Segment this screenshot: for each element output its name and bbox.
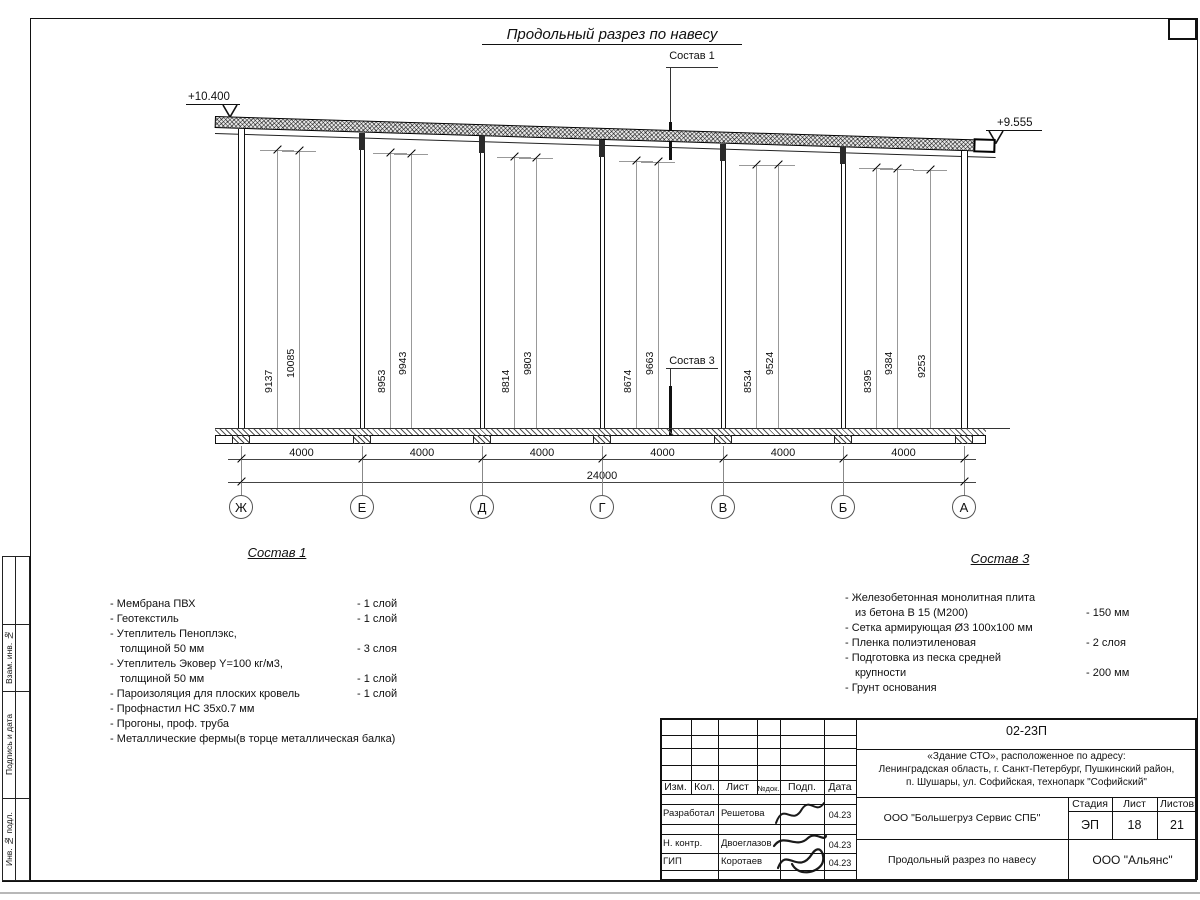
column xyxy=(721,161,726,428)
material-item: - Подготовка из песка средней xyxy=(845,652,1001,664)
vertical-dimension: 10085 xyxy=(285,348,297,378)
material-item: - Грунт основания xyxy=(845,682,937,694)
side-stamp-label: Взам. инв. № xyxy=(4,630,14,685)
titleblock-header-list: Лист xyxy=(726,781,749,793)
titleblock-line xyxy=(660,834,856,835)
vertical-dim-line xyxy=(411,154,412,428)
role-name: Двоеглазов xyxy=(721,838,772,849)
material-quantity: - 1 слой xyxy=(357,613,398,625)
titleblock-line xyxy=(660,735,856,736)
side-stamp xyxy=(2,556,30,881)
column-bracket xyxy=(359,133,365,150)
material-item: - Прогоны, проф. труба xyxy=(110,718,230,730)
material-item: толщиной 50 мм xyxy=(120,643,205,655)
roof-edge-beam xyxy=(973,138,995,153)
footing xyxy=(353,435,371,444)
vertical-dimension: 8953 xyxy=(376,369,388,393)
footing xyxy=(232,435,250,444)
material-item: крупности xyxy=(855,667,907,679)
vertical-dimension: 8395 xyxy=(862,369,874,393)
material-item: толщиной 50 мм xyxy=(120,673,205,685)
signature xyxy=(768,830,830,880)
vertical-dimension: 9253 xyxy=(916,354,928,378)
sheets-label: Листов xyxy=(1159,798,1195,810)
format-corner-box xyxy=(1168,18,1197,40)
footing xyxy=(593,435,611,444)
titleblock-header-ndok: №док. xyxy=(757,784,780,793)
axis-extension-line xyxy=(964,446,965,496)
vertical-dimension: 8814 xyxy=(500,369,512,393)
elevation-right: +9.555 xyxy=(997,117,1033,129)
sheets-value: 21 xyxy=(1170,818,1184,832)
axis-bubble: Б xyxy=(831,495,855,519)
column-bracket xyxy=(840,147,846,164)
sheet-value: 18 xyxy=(1127,818,1142,832)
titleblock-project-line: «Здание СТО», расположенное по адресу: xyxy=(927,751,1126,762)
axis-bubble: Г xyxy=(590,495,614,519)
sheet-label: Лист xyxy=(1123,798,1146,810)
sostav1-heading: Состав 1 xyxy=(247,545,307,560)
material-quantity: - 200 мм xyxy=(1086,667,1130,679)
bay-dimension: 4000 xyxy=(891,447,916,459)
vertical-dim-line xyxy=(930,170,931,428)
axis-extension-line xyxy=(723,446,724,496)
titleblock-line xyxy=(824,718,825,882)
vertical-dim-line xyxy=(876,168,877,428)
material-item: - Железобетонная монолитная плита xyxy=(845,592,1036,604)
titleblock-line xyxy=(660,824,856,825)
titleblock-line xyxy=(780,718,781,882)
titleblock-line xyxy=(718,718,719,882)
axis-extension-line xyxy=(602,446,603,496)
bay-dimension: 4000 xyxy=(770,447,796,459)
side-stamp-label: Инв. № подл. xyxy=(4,812,14,866)
titleblock-line xyxy=(660,765,856,766)
titleblock-line xyxy=(691,718,692,794)
titleblock-header-podp: Подп. xyxy=(788,781,816,793)
titleblock-line xyxy=(660,748,856,749)
side-stamp-divider xyxy=(15,557,16,880)
titleblock-line xyxy=(856,839,1197,840)
column xyxy=(238,129,245,428)
total-dimension: 24000 xyxy=(586,470,618,482)
material-item: - Металлические фермы(в торце металлическая балка) xyxy=(110,733,396,745)
material-item: - Мембрана ПВХ xyxy=(110,598,196,610)
role-label: ГИП xyxy=(663,856,682,867)
titleblock-line xyxy=(660,804,856,805)
titleblock-line xyxy=(660,780,856,781)
vertical-dimension: 9524 xyxy=(764,351,776,375)
axis-bubble: Д xyxy=(470,495,494,519)
titleblock-line xyxy=(856,797,1197,798)
footing xyxy=(473,435,491,444)
callout-sostav3-leader xyxy=(666,368,718,369)
vertical-dim-line xyxy=(514,157,515,428)
roof-slab xyxy=(215,116,996,152)
bay-dimension: 4000 xyxy=(650,447,675,459)
bay-dimension: 4000 xyxy=(529,447,555,459)
axis-extension-line xyxy=(482,446,483,496)
drawing-title: Продольный разрез по навесу xyxy=(482,26,742,45)
vertical-dimension: 9803 xyxy=(522,351,534,375)
role-label: Разработал xyxy=(663,808,715,819)
role-date: 04.23 xyxy=(828,858,852,868)
titleblock-company: ООО "Большегруз Сервис СПБ" xyxy=(883,812,1041,824)
vertical-dim-line xyxy=(277,150,278,428)
paper-edge xyxy=(0,892,1200,894)
vertical-dim-line xyxy=(536,158,537,428)
titleblock-header-kol: Кол. xyxy=(694,781,715,793)
vertical-dim-line xyxy=(778,165,779,428)
side-stamp-label: Подпись и дата xyxy=(4,713,14,776)
material-quantity: - 1 слой xyxy=(357,598,398,610)
titleblock-line xyxy=(660,870,856,871)
column-bracket xyxy=(599,140,605,157)
axis-extension-line xyxy=(843,446,844,496)
role-name: Коротаев xyxy=(721,856,763,867)
titleblock-project-line: Ленинградская область, г. Санкт-Петербург, Пушкинский район, xyxy=(878,764,1175,775)
axis-bubble: А xyxy=(952,495,976,519)
material-item: - Профнастил НС 35х0.7 мм xyxy=(110,703,255,715)
material-item: - Пленка полиэтиленовая xyxy=(845,637,976,649)
material-quantity: - 1 слой xyxy=(357,673,398,685)
footing xyxy=(955,435,973,444)
column xyxy=(841,164,846,428)
stage-value: ЭП xyxy=(1081,818,1099,832)
titleblock-line xyxy=(660,853,856,854)
role-label: Н. контр. xyxy=(663,838,703,849)
axis-extension-line xyxy=(362,446,363,496)
titleblock-line xyxy=(660,794,856,795)
column xyxy=(600,157,605,428)
material-item: - Пароизоляция для плоских кровель xyxy=(110,688,300,700)
titleblock-org: ООО "Альянс" xyxy=(1092,852,1173,867)
vertical-dimension: 8674 xyxy=(622,369,634,393)
vertical-dim-line xyxy=(756,165,757,428)
column xyxy=(961,151,968,428)
titleblock-header-data: Дата xyxy=(828,781,852,793)
callout-sostav1-leader xyxy=(670,67,671,124)
vertical-dimension: 9384 xyxy=(883,351,895,375)
bay-dimension: 4000 xyxy=(289,447,314,459)
vertical-dimension: 8534 xyxy=(742,369,754,393)
vertical-dim-line xyxy=(636,161,637,428)
material-item: из бетона В 15 (М200) xyxy=(855,607,968,619)
titleblock-line xyxy=(856,749,1197,750)
column-bracket xyxy=(479,136,485,153)
axis-bubble: В xyxy=(711,495,735,519)
callout-sostav1-leader xyxy=(666,67,718,68)
material-item: - Сетка армирующая Ø3 100х100 мм xyxy=(845,622,1033,634)
slab-edge-line xyxy=(986,428,1010,429)
material-quantity: - 3 слоя xyxy=(357,643,398,655)
bay-dimension: 4000 xyxy=(409,447,435,459)
callout-sostav1-label: Состав 1 xyxy=(669,50,715,62)
frame-top xyxy=(30,18,1198,19)
material-quantity: - 150 мм xyxy=(1086,607,1130,619)
axis-extension-line xyxy=(241,446,242,496)
elevation-left: +10.400 xyxy=(188,91,230,103)
role-name: Решетова xyxy=(721,808,765,819)
column xyxy=(480,153,485,428)
vertical-dim-line xyxy=(299,151,300,428)
titleblock-line xyxy=(1112,797,1113,839)
titleblock-sheet-title: Продольный разрез по навесу xyxy=(888,853,1036,866)
vertical-dimension: 9663 xyxy=(644,351,656,375)
callout-sostav3-leader xyxy=(670,368,671,388)
column-bracket xyxy=(720,144,726,161)
vertical-dim-line xyxy=(390,153,391,428)
titleblock-line xyxy=(757,718,758,794)
vertical-dimension: 9137 xyxy=(263,369,275,393)
vertical-dimension: 9943 xyxy=(397,351,409,375)
titleblock-header-izm: Изм. xyxy=(664,781,687,793)
callout-sostav3-label: Состав 3 xyxy=(669,355,715,367)
vertical-dim-line xyxy=(658,162,659,428)
role-date: 04.23 xyxy=(828,840,852,850)
titleblock-line xyxy=(1157,797,1158,839)
titleblock-doc-number: 02-23П xyxy=(1006,724,1047,738)
vertical-dim-line xyxy=(897,169,898,428)
role-date: 04.23 xyxy=(828,810,852,820)
footing xyxy=(714,435,732,444)
material-item: - Геотекстиль xyxy=(110,613,179,625)
titleblock-project-line: п. Шушары, ул. Софийская, технопарк "Софийский" xyxy=(906,777,1147,788)
material-quantity: - 1 слой xyxy=(357,688,398,700)
footing xyxy=(834,435,852,444)
material-item: - Утеплитель Эковер Y=100 кг/м3, xyxy=(110,658,283,670)
stage-label: Стадия xyxy=(1072,798,1108,810)
material-quantity: - 2 слоя xyxy=(1086,637,1127,649)
titleblock-line xyxy=(1068,811,1197,812)
sostav3-heading: Состав 3 xyxy=(970,551,1030,566)
axis-bubble: Ж xyxy=(229,495,253,519)
column xyxy=(360,150,365,428)
material-item: - Утеплитель Пеноплэкс, xyxy=(110,628,237,640)
axis-bubble: Е xyxy=(350,495,374,519)
titleblock-line xyxy=(856,718,857,882)
